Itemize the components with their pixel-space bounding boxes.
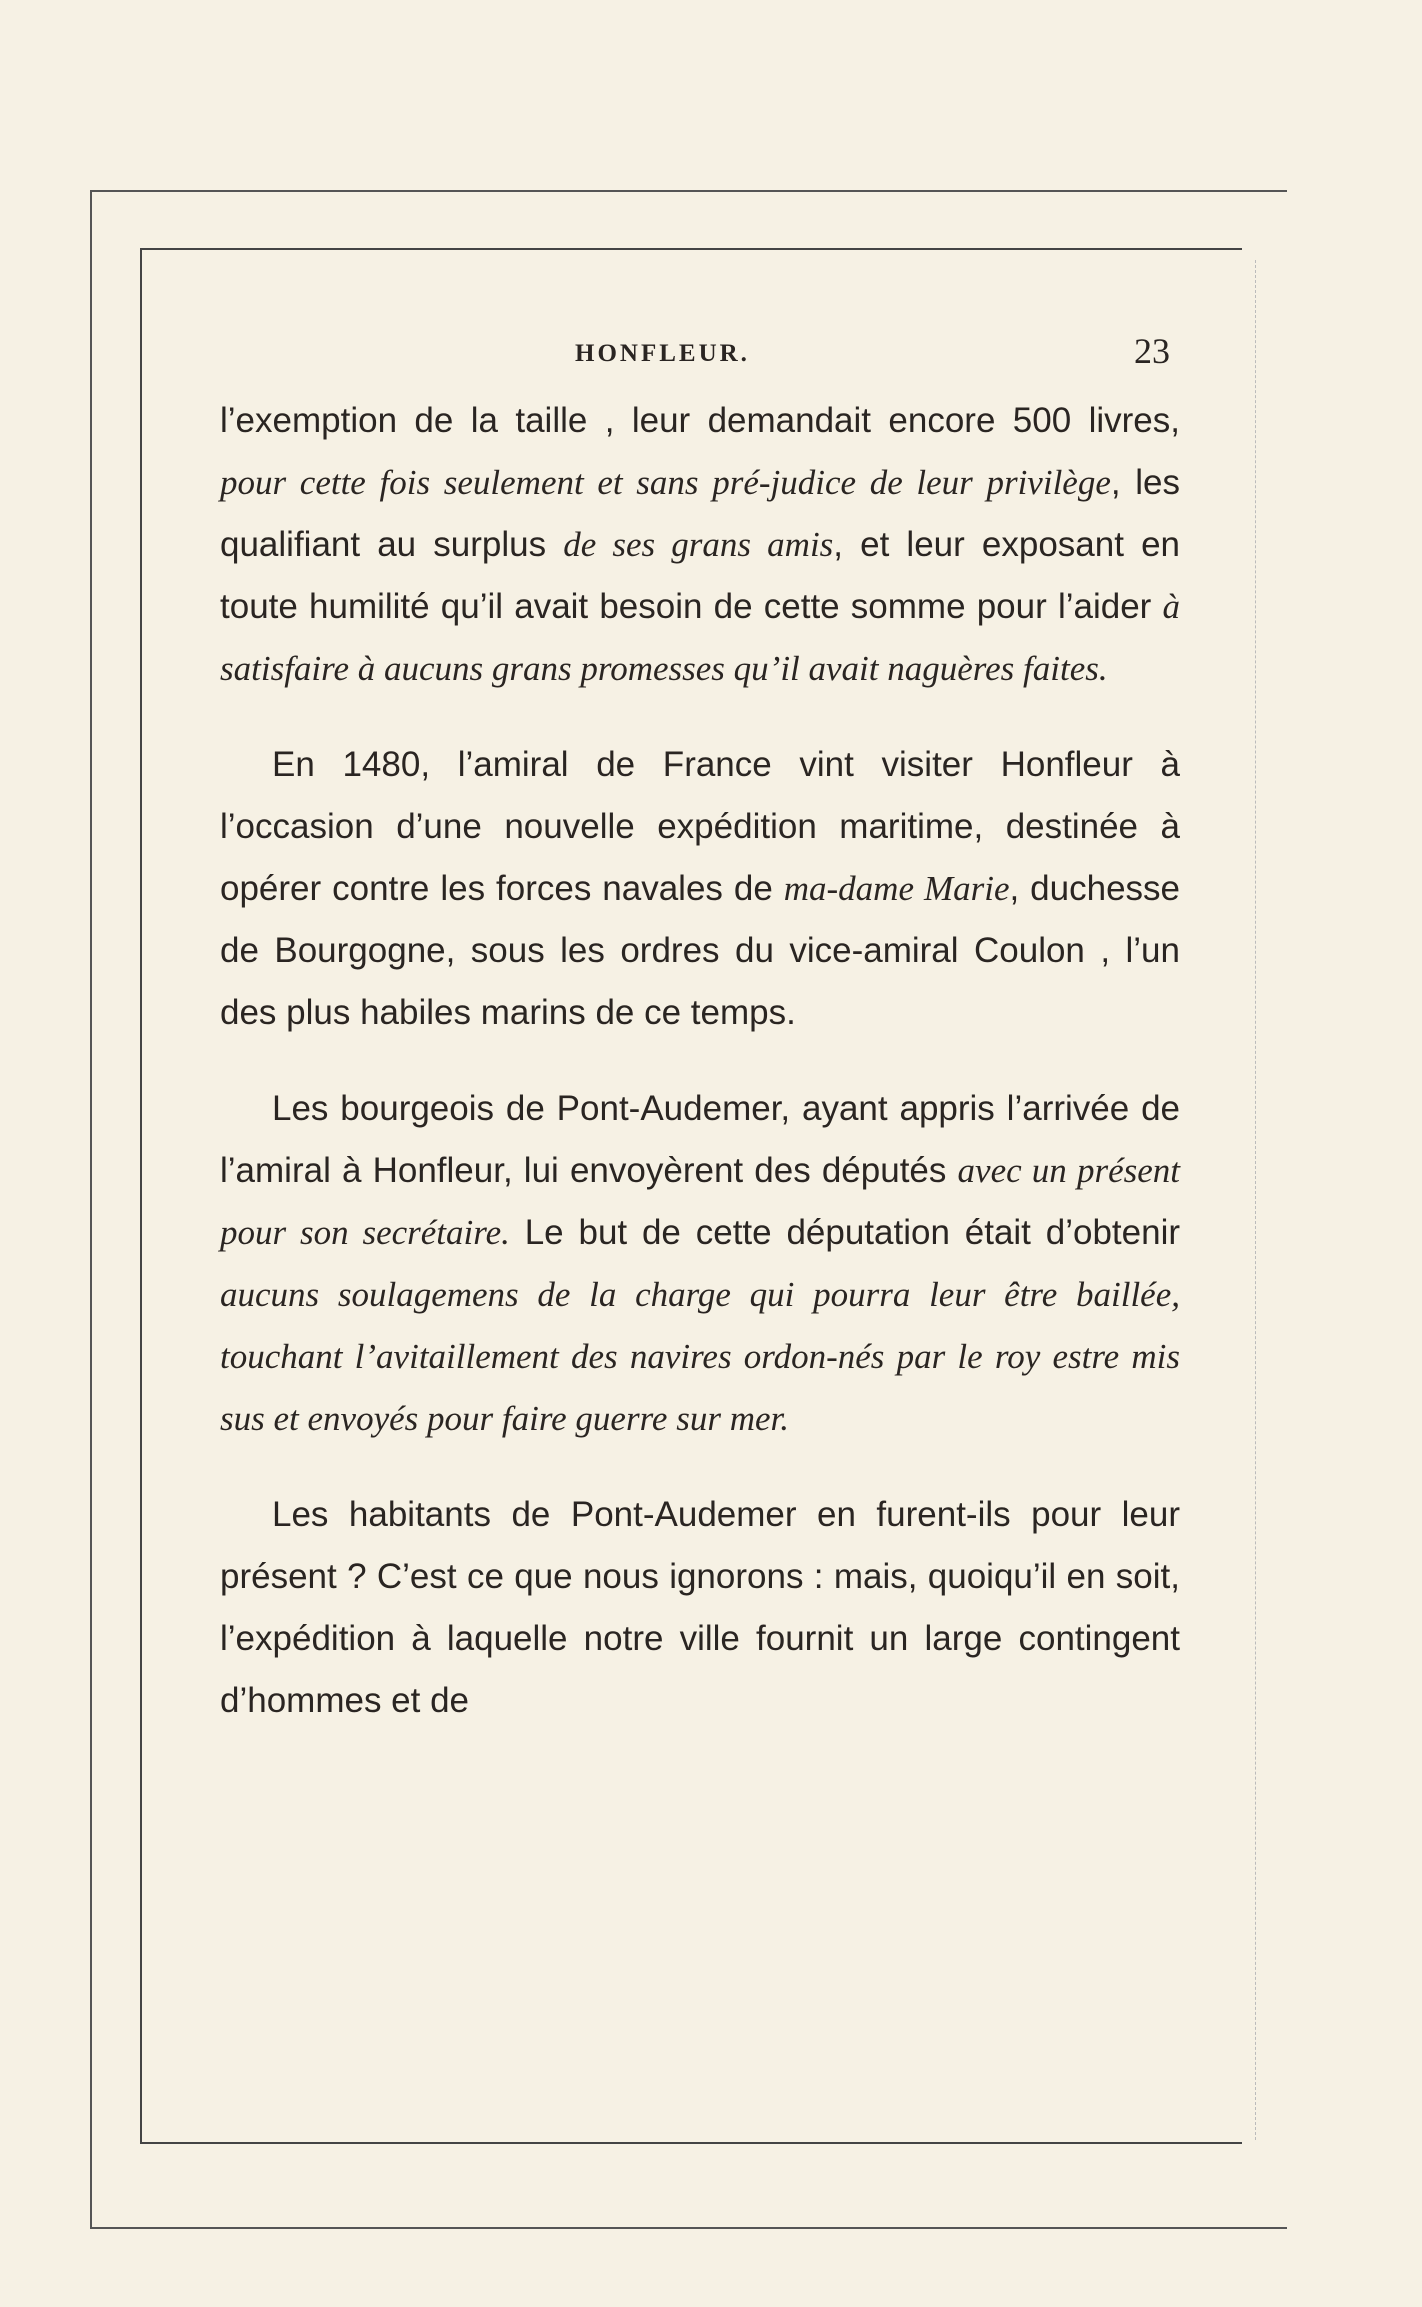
paragraph-1 [220, 390, 1180, 700]
italic-run: à satisfaire à aucuns grans promesses qu’il avait naguères faites. [220, 587, 1180, 688]
italic-run: aucuns soulagemens de la charge qui pourra leur être baillée, touchant l’avitaillement des navires ordon-nés par le roy estre mis sus et envoyés pour faire guerre sur mer. [220, 1275, 1180, 1438]
text-run: En 1480, l’amiral de France vint visiter Honfleur à l’occasion d’une nouvelle expédition maritime, destinée à opérer contre les forces navales de [220, 745, 1180, 908]
paragraph-4 [220, 1484, 1180, 1732]
page-number: 23 [1134, 331, 1170, 371]
text-run: , les qualifiant au surplus [220, 463, 1180, 564]
paragraph-2 [220, 734, 1180, 1044]
running-head: HONFLEUR. [575, 340, 750, 367]
paragraph-3 [220, 1078, 1180, 1450]
text-run: , et leur exposant en toute humilité qu’il avait besoin de cette somme pour l’aider [220, 525, 1180, 626]
italic-run: de ses grans amis [563, 525, 834, 564]
text-run: Les habitants de Pont-Audemer en furent-ils pour leur présent ? C’est ce que nous ignorons : mais, quoiqu’il en soit, l’expédition à laquelle notre ville fournit un large contingent d’hommes et de [220, 1495, 1180, 1720]
text-run: l’exemption de la taille , leur demandait encore 500 livres, [220, 401, 1180, 440]
page-header [220, 330, 1180, 390]
italic-run: ma-dame Marie [783, 869, 1010, 908]
page-content [220, 330, 1180, 1732]
italic-run: pour cette fois seulement et sans pré-judice de leur privilège [220, 463, 1111, 502]
italic-run: avec un présent pour son secrétaire. [220, 1151, 1180, 1252]
text-run: Les bourgeois de Pont-Audemer, ayant appris l’arrivée de l’amiral à Honfleur, lui envoyèrent des députés [220, 1089, 1180, 1190]
right-edge-line [1255, 260, 1256, 2140]
text-run: , duchesse de Bourgogne, sous les ordres du vice-amiral Coulon , l’un des plus habiles marins de ce temps. [220, 869, 1180, 1032]
text-run: Le but de cette députation était d’obtenir [509, 1213, 1180, 1252]
